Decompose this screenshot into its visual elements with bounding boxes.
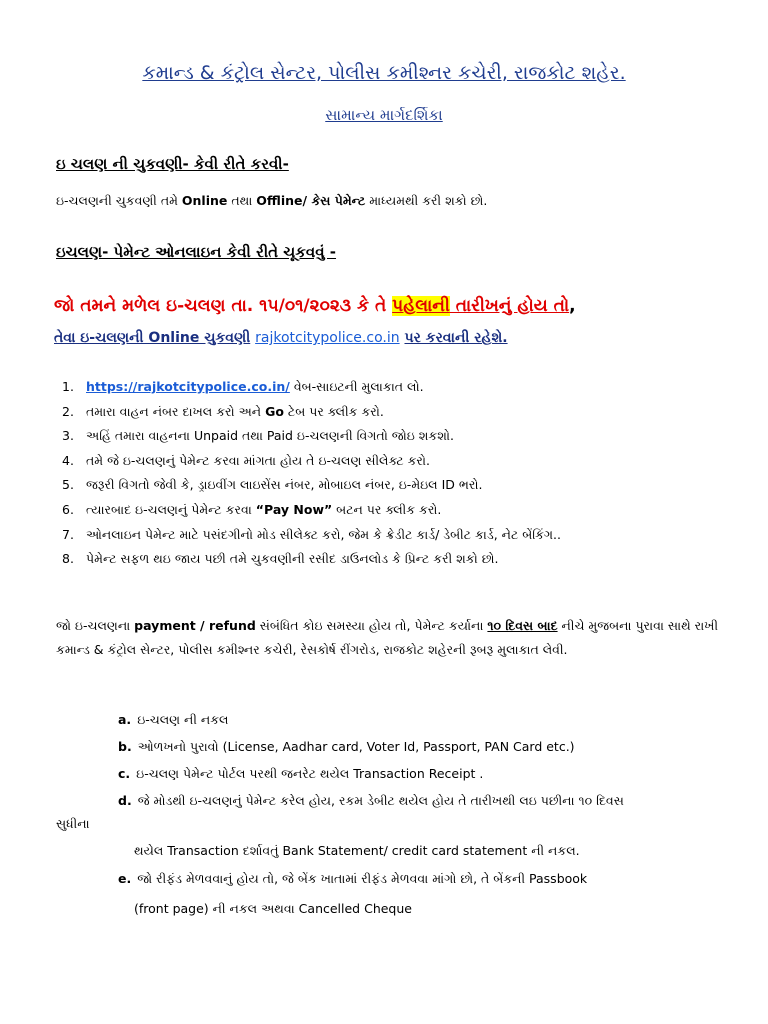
section2-heading: ઇચલણ- પેમેન્ટ ઓનલાઇન કેવી રીતે ચૂકવવું -	[56, 243, 337, 261]
doc-item-e: e. જો રીફંડ મેળવવાનું હોય તો, જે બેંક ખાતામાં રીફંડ મેળવવા માંગો છો, તે બેંકની Passbook	[118, 871, 588, 886]
refund-paragraph: જો ઇ-ચલણના payment / refund સંબંધિત કોઇ સમસ્યા હોય તો, પેમેન્ટ કર્યાના ૧૦ દિવસ બાદ નીચે મુજબના પુરાવા સાથે રાખી કમાન્ડ & કંટ્રોલ સેન્ટર, પોલીસ કમીશ્નર કચેરી, રેસકોર્ષ રીંગરોડ, રાજકોટ શહેરની રૂબરૂ મુલાકાત લેવી.	[56, 618, 719, 657]
doc-item-b: b. ઓળખનો પુરાવો (License, Aadhar card, Voter Id, Passport, PAN Card etc.)	[118, 739, 575, 754]
doc-item-a: a. ઇ-ચલણ ની નકલ	[118, 712, 229, 727]
list-item: 5. જરૂરી વિગતો જેવી કે, ડ્રાઇવીંગ લાઇસેંસ નંબર, મોબાઇલ નંબર, ઇ-મેઇલ ID ભરો.	[62, 477, 483, 493]
website-link[interactable]: https://rajkotcitypolice.co.in/	[86, 379, 290, 394]
highlight-before: પહેલાની	[392, 296, 450, 316]
page-subtitle: સામાન્ય માર્ગદર્શિકા	[325, 106, 443, 124]
doc-item-e-cont: (front page) ની નકલ અથવા Cancelled Cheque	[134, 901, 412, 916]
section1-text: ઇ-ચલણની ચુકવણી તમે Online તથા Offline/ કેસ પેમેન્ટ માધ્યમથી કરી શકો છો.	[56, 193, 488, 208]
list-item: 4. તમે જે ઇ-ચલણનું પેમેન્ટ કરવા માંગતા હોય તે ઇ-ચલણ સીલેક્ટ કરો.	[62, 452, 430, 468]
doc-item-d: d. જે મોડથી ઇ-ચલણનું પેમેન્ટ કરેલ હોય, રકમ ડેબીટ થયેલ હોય તે તારીખથી લઇ પછીના ૧૦ દિવસ	[118, 793, 624, 808]
steps-list	[62, 375, 561, 572]
page-title: કમાન્ડ & કંટ્રોલ સેન્ટર, પોલીસ કમીશ્નર કચેરી, રાજકોટ શહેર.	[142, 62, 626, 84]
notice-red-line: જો તમને મળેલ ઇ-ચલણ તા. ૧૫/૦૧/૨૦૨૩ કે તે પહેલાની તારીખનું હોય તો,	[54, 296, 576, 316]
doc-item-d-cont: સુધીના	[56, 816, 90, 831]
notice-blue-line: તેવા ઇ-ચલણની Online ચુકવણી rajkotcitypolice.co.in પર કરવાની રહેશે.	[54, 330, 508, 346]
doc-item-c: c. ઇ-ચલણ પેમેન્ટ પોર્ટલ પરથી જનરેટ થયેલ Transaction Receipt .	[118, 766, 484, 781]
list-item: 3. અહિં તમારા વાહનના Unpaid તથા Paid ઇ-ચલણની વિગતો જોઇ શકશો.	[62, 428, 454, 444]
doc-item-d-cont2: થયેલ Transaction દર્શાવતું Bank Statement/ credit card statement ની નકલ.	[134, 843, 580, 858]
site-link[interactable]: rajkotcitypolice.co.in	[255, 330, 400, 346]
list-item: 1. https://rajkotcitypolice.co.in/ વેબ-સાઇટની મુલાકાત લો.	[62, 379, 424, 394]
list-item: 7. ઓનલાઇન પેમેન્ટ માટે પસંદગીનો મોડ સીલેક્ટ કરો, જેમ કે ક્રેડીટ કાર્ડ/ ડેબીટ કાર્ડ, નેટ બેંકિંગ..	[62, 526, 561, 542]
section1-heading: ઇ ચલણ ની ચુકવણી- કેવી રીતે કરવી-	[56, 155, 289, 173]
list-item: 8. પેમેન્ટ સફળ થઇ જાય પછી તમે ચુકવણીની રસીદ ડાઉનલોડ કે પ્રિન્ટ કરી શકો છો.	[62, 551, 499, 567]
list-item: 6. ત્યારબાદ ઇ-ચલણનું પેમેન્ટ કરવા “Pay Now” બટન પર ક્લીક કરો.	[62, 501, 442, 517]
list-item: 2. તમારા વાહન નંબર દાખલ કરો અને Go ટેબ પર ક્લીક કરો.	[62, 403, 384, 419]
